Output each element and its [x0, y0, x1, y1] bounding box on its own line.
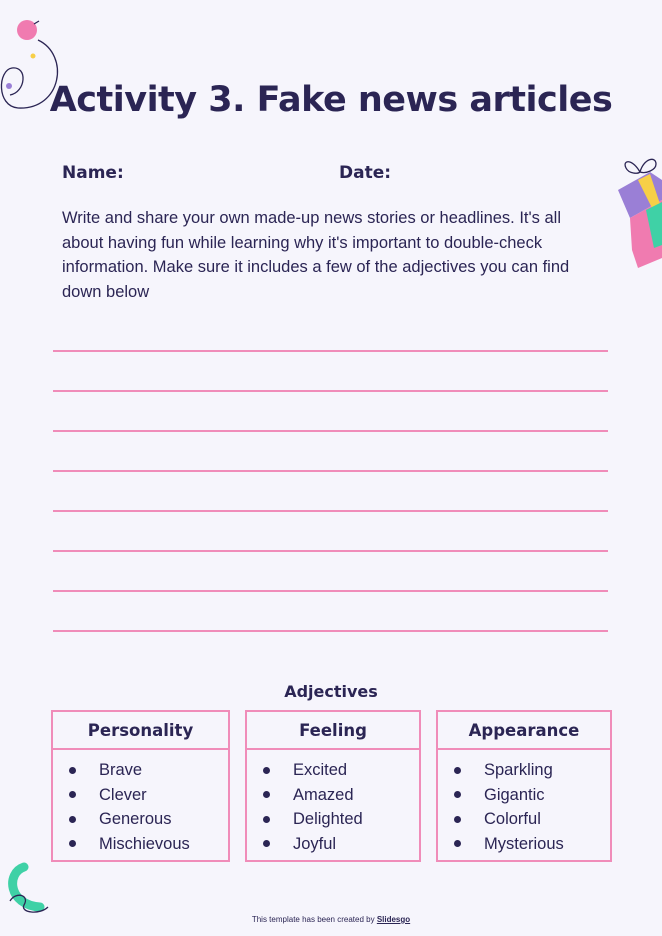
bottom-left-doodle	[0, 855, 60, 920]
adjective-text: Colorful	[484, 810, 541, 828]
list-item	[263, 832, 419, 857]
list-item	[454, 832, 610, 857]
adjectives-heading: Adjectives	[284, 682, 378, 701]
bullet-icon	[263, 816, 270, 823]
adjective-text: Sparkling	[484, 761, 553, 779]
list-item	[454, 783, 610, 808]
box-title: Feeling	[247, 712, 419, 750]
bullet-icon	[69, 767, 76, 774]
adjective-text: Excited	[293, 761, 348, 779]
yellow-dot-icon	[31, 54, 36, 59]
list-item	[454, 807, 610, 832]
adjective-box-appearance	[436, 710, 612, 862]
adjective-text: Delighted	[293, 810, 363, 828]
list-item	[69, 783, 228, 808]
page-title: Activity 3. Fake news articles	[49, 80, 613, 120]
bullet-icon	[454, 816, 461, 823]
list-item	[69, 832, 228, 857]
writing-line[interactable]	[53, 470, 608, 472]
writing-line[interactable]	[53, 350, 608, 352]
adjective-text: Amazed	[293, 785, 354, 804]
footer-credit	[0, 915, 662, 924]
adjective-text: Clever	[99, 785, 147, 804]
bullet-icon	[69, 791, 76, 798]
list-item	[263, 758, 419, 783]
writing-line[interactable]	[53, 430, 608, 432]
adjective-text: Joyful	[293, 834, 337, 853]
bullet-icon	[263, 840, 270, 847]
pink-dot-icon	[17, 20, 37, 40]
writing-line[interactable]	[53, 550, 608, 552]
writing-line[interactable]	[53, 630, 608, 632]
footer-text: This template has been created by	[251, 915, 377, 924]
bullet-icon	[454, 840, 461, 847]
box-title: Personality	[53, 712, 228, 750]
adjective-text: Mysterious	[484, 834, 564, 853]
adjective-box-personality	[51, 710, 230, 862]
writing-line[interactable]	[53, 510, 608, 512]
adjective-box-feeling	[245, 710, 421, 862]
writing-line[interactable]	[53, 390, 608, 392]
adjective-text: Mischievous	[99, 834, 190, 853]
bullet-icon	[263, 791, 270, 798]
adjective-text: Brave	[99, 761, 143, 779]
list-item	[263, 783, 419, 808]
adjective-text: Gigantic	[484, 785, 545, 804]
slidesgo-link[interactable]: Slidesgo	[376, 915, 411, 924]
gift-icon	[610, 150, 662, 270]
bullet-icon	[69, 840, 76, 847]
bullet-icon	[454, 791, 461, 798]
instructions-text: Write and share your own made-up news stories or headlines. It's all about having fun while learning why it's important to double-check information. Make sure it includes a few of the adjectives you can find down below	[62, 209, 570, 301]
writing-line[interactable]	[53, 590, 608, 592]
adjective-text: Generous	[99, 810, 172, 828]
bullet-icon	[263, 767, 270, 774]
list-item	[69, 807, 228, 832]
bullet-icon	[454, 767, 461, 774]
bullet-icon	[69, 816, 76, 823]
box-title: Appearance	[438, 712, 610, 750]
date-label: Date:	[339, 163, 392, 183]
name-label: Name:	[62, 163, 124, 183]
list-item	[454, 758, 610, 783]
list-item	[263, 807, 419, 832]
list-item	[69, 758, 228, 783]
